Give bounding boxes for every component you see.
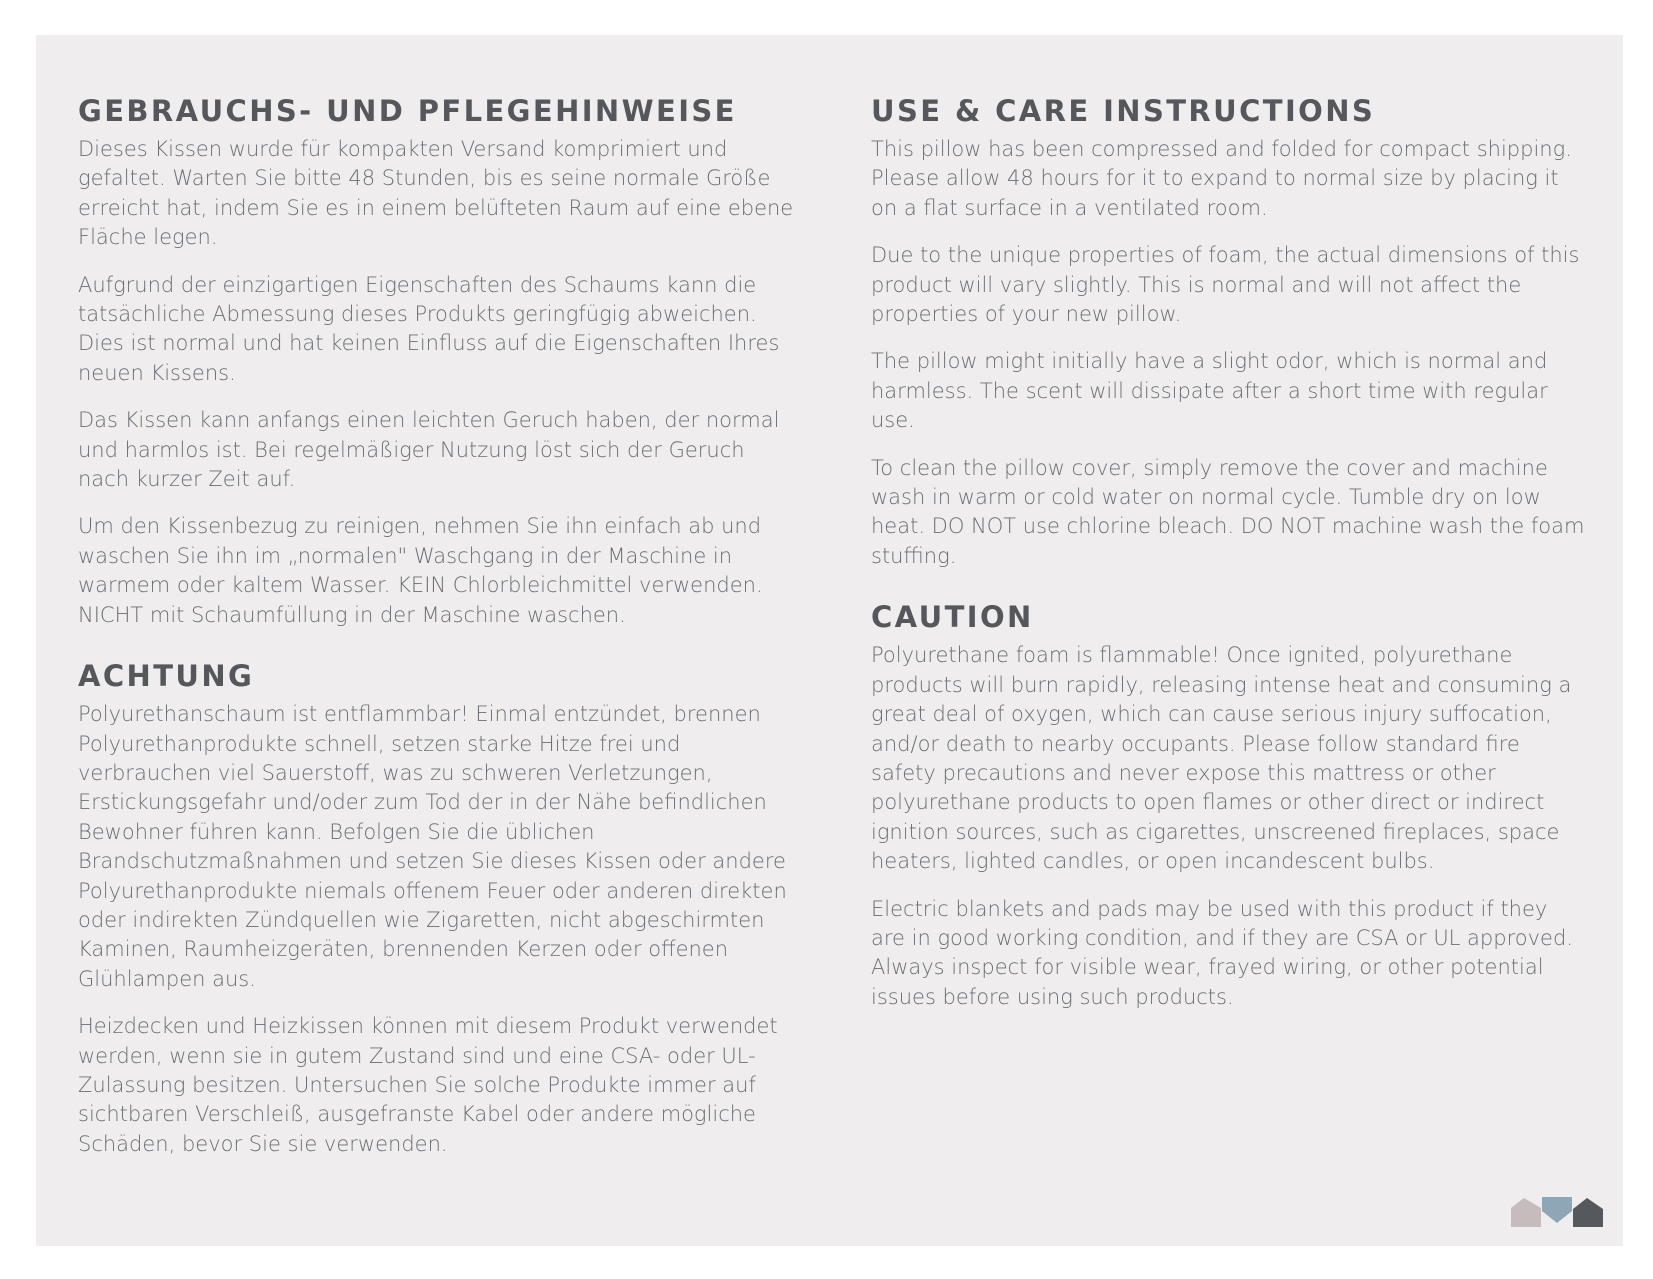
- german-caution-paragraph: Heizdecken und Heizkissen können mit diesem Produkt verwendet werden, wenn sie in gutem Zustand sind und eine CSA- oder UL-Zulassung besitzen. Untersuchen Sie solche Produkte immer auf sichtbaren Verschleiß, ausgefranste Kabel oder andere mögliche Schäden, bevor Sie sie verwenden.: [78, 1014, 778, 1156]
- english-heading: USE & CARE INSTRUCTIONS: [871, 94, 1376, 128]
- german-column: [78, 91, 798, 1177]
- logo-heart-middle: [1542, 1197, 1572, 1223]
- german-caution-heading: ACHTUNG: [78, 659, 255, 694]
- german-caution-paragraph: Polyurethanschaum ist entflammbar! Einmal entzündet, brennen Polyurethanprodukte schnell, setzen starke Hitze frei und verbrauchen viel Sauerstoff, was zu schweren Verletzungen, Erstickungsgefahr und/oder zum Tod der in der Nähe befindlichen Bewohner führen kann. Befolgen Sie die üblichen Brandschutzmaßnahmen und setzen Sie dieses Kissen oder andere Polyurethanprodukte niemals offenem Feuer oder anderen direkten oder indirekten Zündquellen wie Zigaretten, nicht abgeschirmten Kaminen, Raumheizgeräten, brennenden Kerzen oder offenen Glühlampen aus.: [78, 702, 787, 991]
- english-paragraph: Due to the unique properties of foam, the actual dimensions of this product will vary slightly. This is normal and will not affect the properties of your new pillow.: [871, 243, 1580, 327]
- english-paragraph: This pillow has been compressed and folded for compact shipping. Please allow 48 hours for it to expand to normal size by placing it on a flat surface in a ventilated room.: [871, 137, 1572, 220]
- english-paragraph: The pillow might initially have a slight odor, which is normal and harmless. The scent will dissipate after a short time with regular use.: [871, 349, 1548, 433]
- english-caution-paragraph: Polyurethane foam is flammable! Once ignited, polyurethane products will burn rapidly, releasing intense heat and consuming a great deal of oxygen, which can cause serious injury suffocation, and/or death to nearby occupants. Please follow standard fire safety precautions and never expose this mattress or other polyurethane products to open flames or other direct or indirect ignition sources, such as cigarettes, unscreened fireplaces, space heaters, lighted candles, or open incandescent bulbs.: [871, 643, 1572, 874]
- logo-house-left: [1511, 1198, 1541, 1227]
- instruction-panel: [36, 35, 1623, 1246]
- english-column: [871, 91, 1586, 1030]
- german-paragraph: Um den Kissenbezug zu reinigen, nehmen Sie ihn einfach ab und waschen Sie ihn im „normalen" Waschgang in der Maschine in warmem oder kaltem Wasser. KEIN Chlorbleichmittel verwenden. NICHT mit Schaumfüllung in der Maschine waschen.: [78, 514, 763, 627]
- english-caution-paragraph: Electric blankets and pads may be used with this product if they are in good working condition, and if they are CSA or UL approved. Always inspect for visible wear, frayed wiring, or other potential issues before using such products.: [871, 896, 1573, 1009]
- english-paragraph: To clean the pillow cover, simply remove the cover and machine wash in warm or cold water on normal cycle. Tumble dry on low heat. DO NOT use chlorine bleach. DO NOT machine wash the foam stuffing.: [871, 455, 1585, 568]
- german-paragraph: Das Kissen kann anfangs einen leichten Geruch haben, der normal und harmlos ist. Bei regelmäßiger Nutzung löst sich der Geruch nach kurzer Zeit auf.: [78, 408, 780, 492]
- english-caution-heading: CAUTION: [871, 600, 1034, 635]
- german-heading: GEBRAUCHS- UND PFLEGEHINWEISE: [78, 94, 737, 128]
- logo-house-right: [1573, 1198, 1603, 1227]
- german-paragraph: Dieses Kissen wurde für kompakten Versand komprimiert und gefaltet. Warten Sie bitte 48 Stunden, bis es seine normale Größe erreicht hat, indem Sie es in einem belüfteten Raum auf eine ebene Fläche legen.: [78, 137, 794, 250]
- german-paragraph: Aufgrund der einzigartigen Eigenschaften des Schaums kann die tatsächliche Abmessung dieses Produkts geringfügig abweichen. Dies ist normal und hat keinen Einfluss auf die Eigenschaften Ihres neuen Kissens.: [78, 272, 780, 385]
- house-shapes-logo-icon: [1511, 1197, 1603, 1227]
